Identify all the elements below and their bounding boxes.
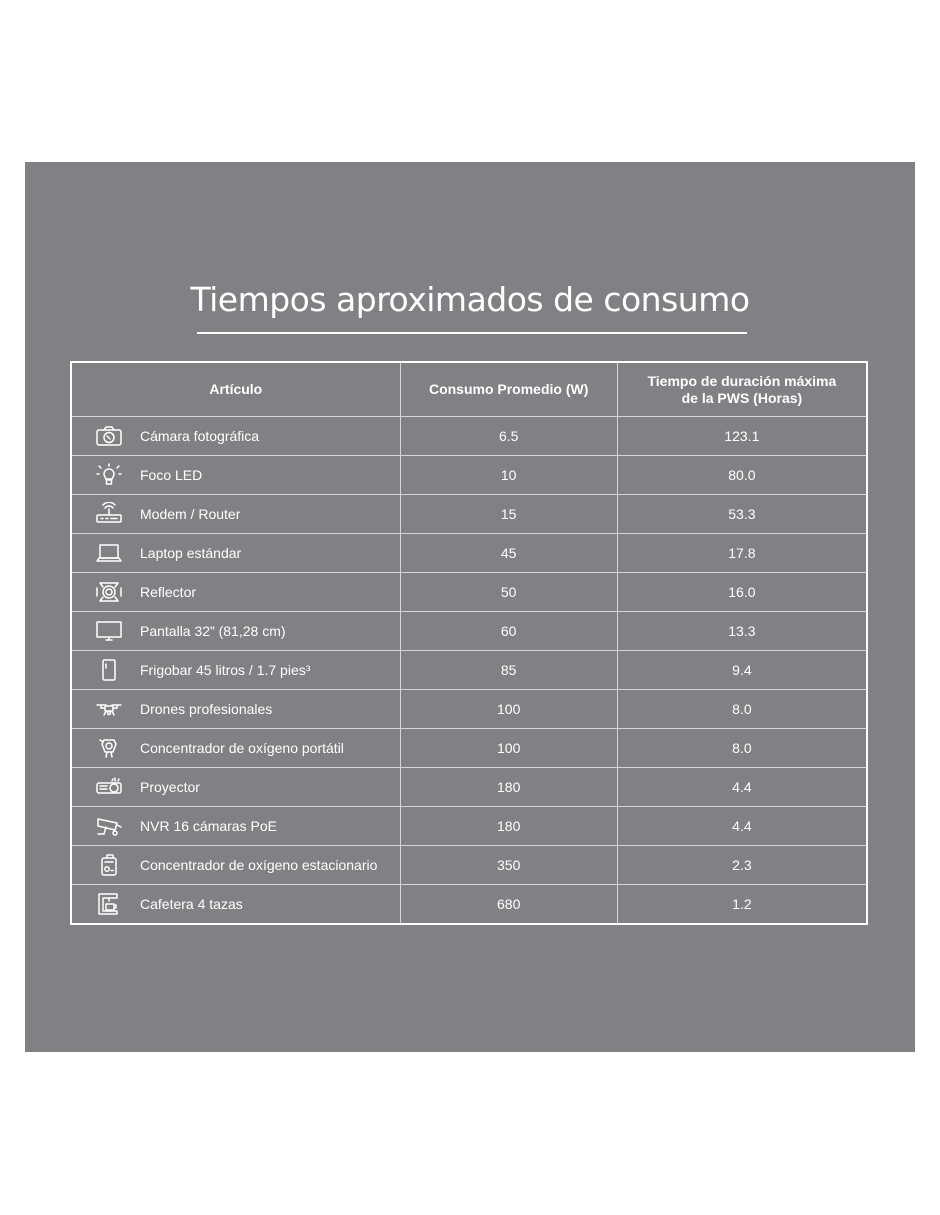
table-row [71,495,867,534]
cell-duration: 1.2 [617,885,867,925]
laptop-icon [94,540,124,566]
consumption-table [70,361,868,925]
cell-duration: 8.0 [617,729,867,768]
cell-item [71,768,400,807]
item-label: Drones profesionales [140,701,273,717]
cell-consumption: 15 [400,495,617,534]
item-label: Cafetera 4 tazas [140,896,243,912]
spotlight-icon [94,579,124,605]
cell-duration: 4.4 [617,768,867,807]
cell-duration: 80.0 [617,456,867,495]
cell-item [71,417,400,456]
item-label: Concentrador de oxígeno estacionario [140,857,378,873]
header-duration [617,362,867,417]
table-row [71,846,867,885]
cell-consumption: 60 [400,612,617,651]
cell-consumption: 180 [400,807,617,846]
infographic-panel [25,162,915,1052]
cell-consumption: 85 [400,651,617,690]
table-row [71,417,867,456]
table-row [71,651,867,690]
item-label: Modem / Router [140,506,241,522]
drone-icon [94,696,124,722]
cell-consumption: 10 [400,456,617,495]
cell-duration: 13.3 [617,612,867,651]
item-label: Frigobar 45 litros / 1.7 pies³ [140,662,311,678]
table-row [71,456,867,495]
header-item: Artículo [71,362,400,417]
table-row [71,690,867,729]
cell-item [71,573,400,612]
table-row [71,729,867,768]
coffee-maker-icon [94,891,124,917]
cell-item [71,807,400,846]
led-bulb-icon [94,462,124,488]
cell-item [71,846,400,885]
item-label: Proyector [140,779,200,795]
cell-item [71,534,400,573]
cell-consumption: 180 [400,768,617,807]
cell-item [71,495,400,534]
item-label: Foco LED [140,467,203,483]
cell-item [71,456,400,495]
page-title: Tiempos aproximados de consumo [190,280,750,319]
table-row [71,768,867,807]
cell-consumption: 680 [400,885,617,925]
table-row [71,612,867,651]
monitor-icon [94,618,124,644]
header-consumption: Consumo Promedio (W) [400,362,617,417]
cell-consumption: 6.5 [400,417,617,456]
security-camera-icon [94,813,124,839]
cell-item [71,651,400,690]
title-underline [197,332,747,334]
item-label: Cámara fotográfica [140,428,260,444]
header-duration-text: Tiempo de duración máxima de la PWS (Horas) [647,372,837,406]
cell-consumption: 350 [400,846,617,885]
cell-duration: 8.0 [617,690,867,729]
cell-duration: 2.3 [617,846,867,885]
cell-item [71,690,400,729]
item-label: Pantalla 32” (81,28 cm) [140,623,286,639]
minifridge-icon [94,657,124,683]
cell-item [71,885,400,925]
camera-icon [94,423,124,449]
projector-icon [94,774,124,800]
cell-duration: 4.4 [617,807,867,846]
portable-oxygen-icon [94,735,124,761]
item-label: NVR 16 cámaras PoE [140,818,277,834]
cell-duration: 16.0 [617,573,867,612]
oxygen-concentrator-icon [94,852,124,878]
table-row [71,885,867,925]
router-icon [94,501,124,527]
cell-item [71,729,400,768]
cell-item [71,612,400,651]
table-header-row [71,362,867,417]
item-label: Laptop estándar [140,545,242,561]
cell-consumption: 45 [400,534,617,573]
cell-consumption: 50 [400,573,617,612]
cell-consumption: 100 [400,729,617,768]
table-row [71,534,867,573]
cell-consumption: 100 [400,690,617,729]
item-label: Reflector [140,584,197,600]
cell-duration: 123.1 [617,417,867,456]
cell-duration: 9.4 [617,651,867,690]
cell-duration: 53.3 [617,495,867,534]
item-label: Concentrador de oxígeno portátil [140,740,344,756]
table-row [71,807,867,846]
table-row [71,573,867,612]
cell-duration: 17.8 [617,534,867,573]
